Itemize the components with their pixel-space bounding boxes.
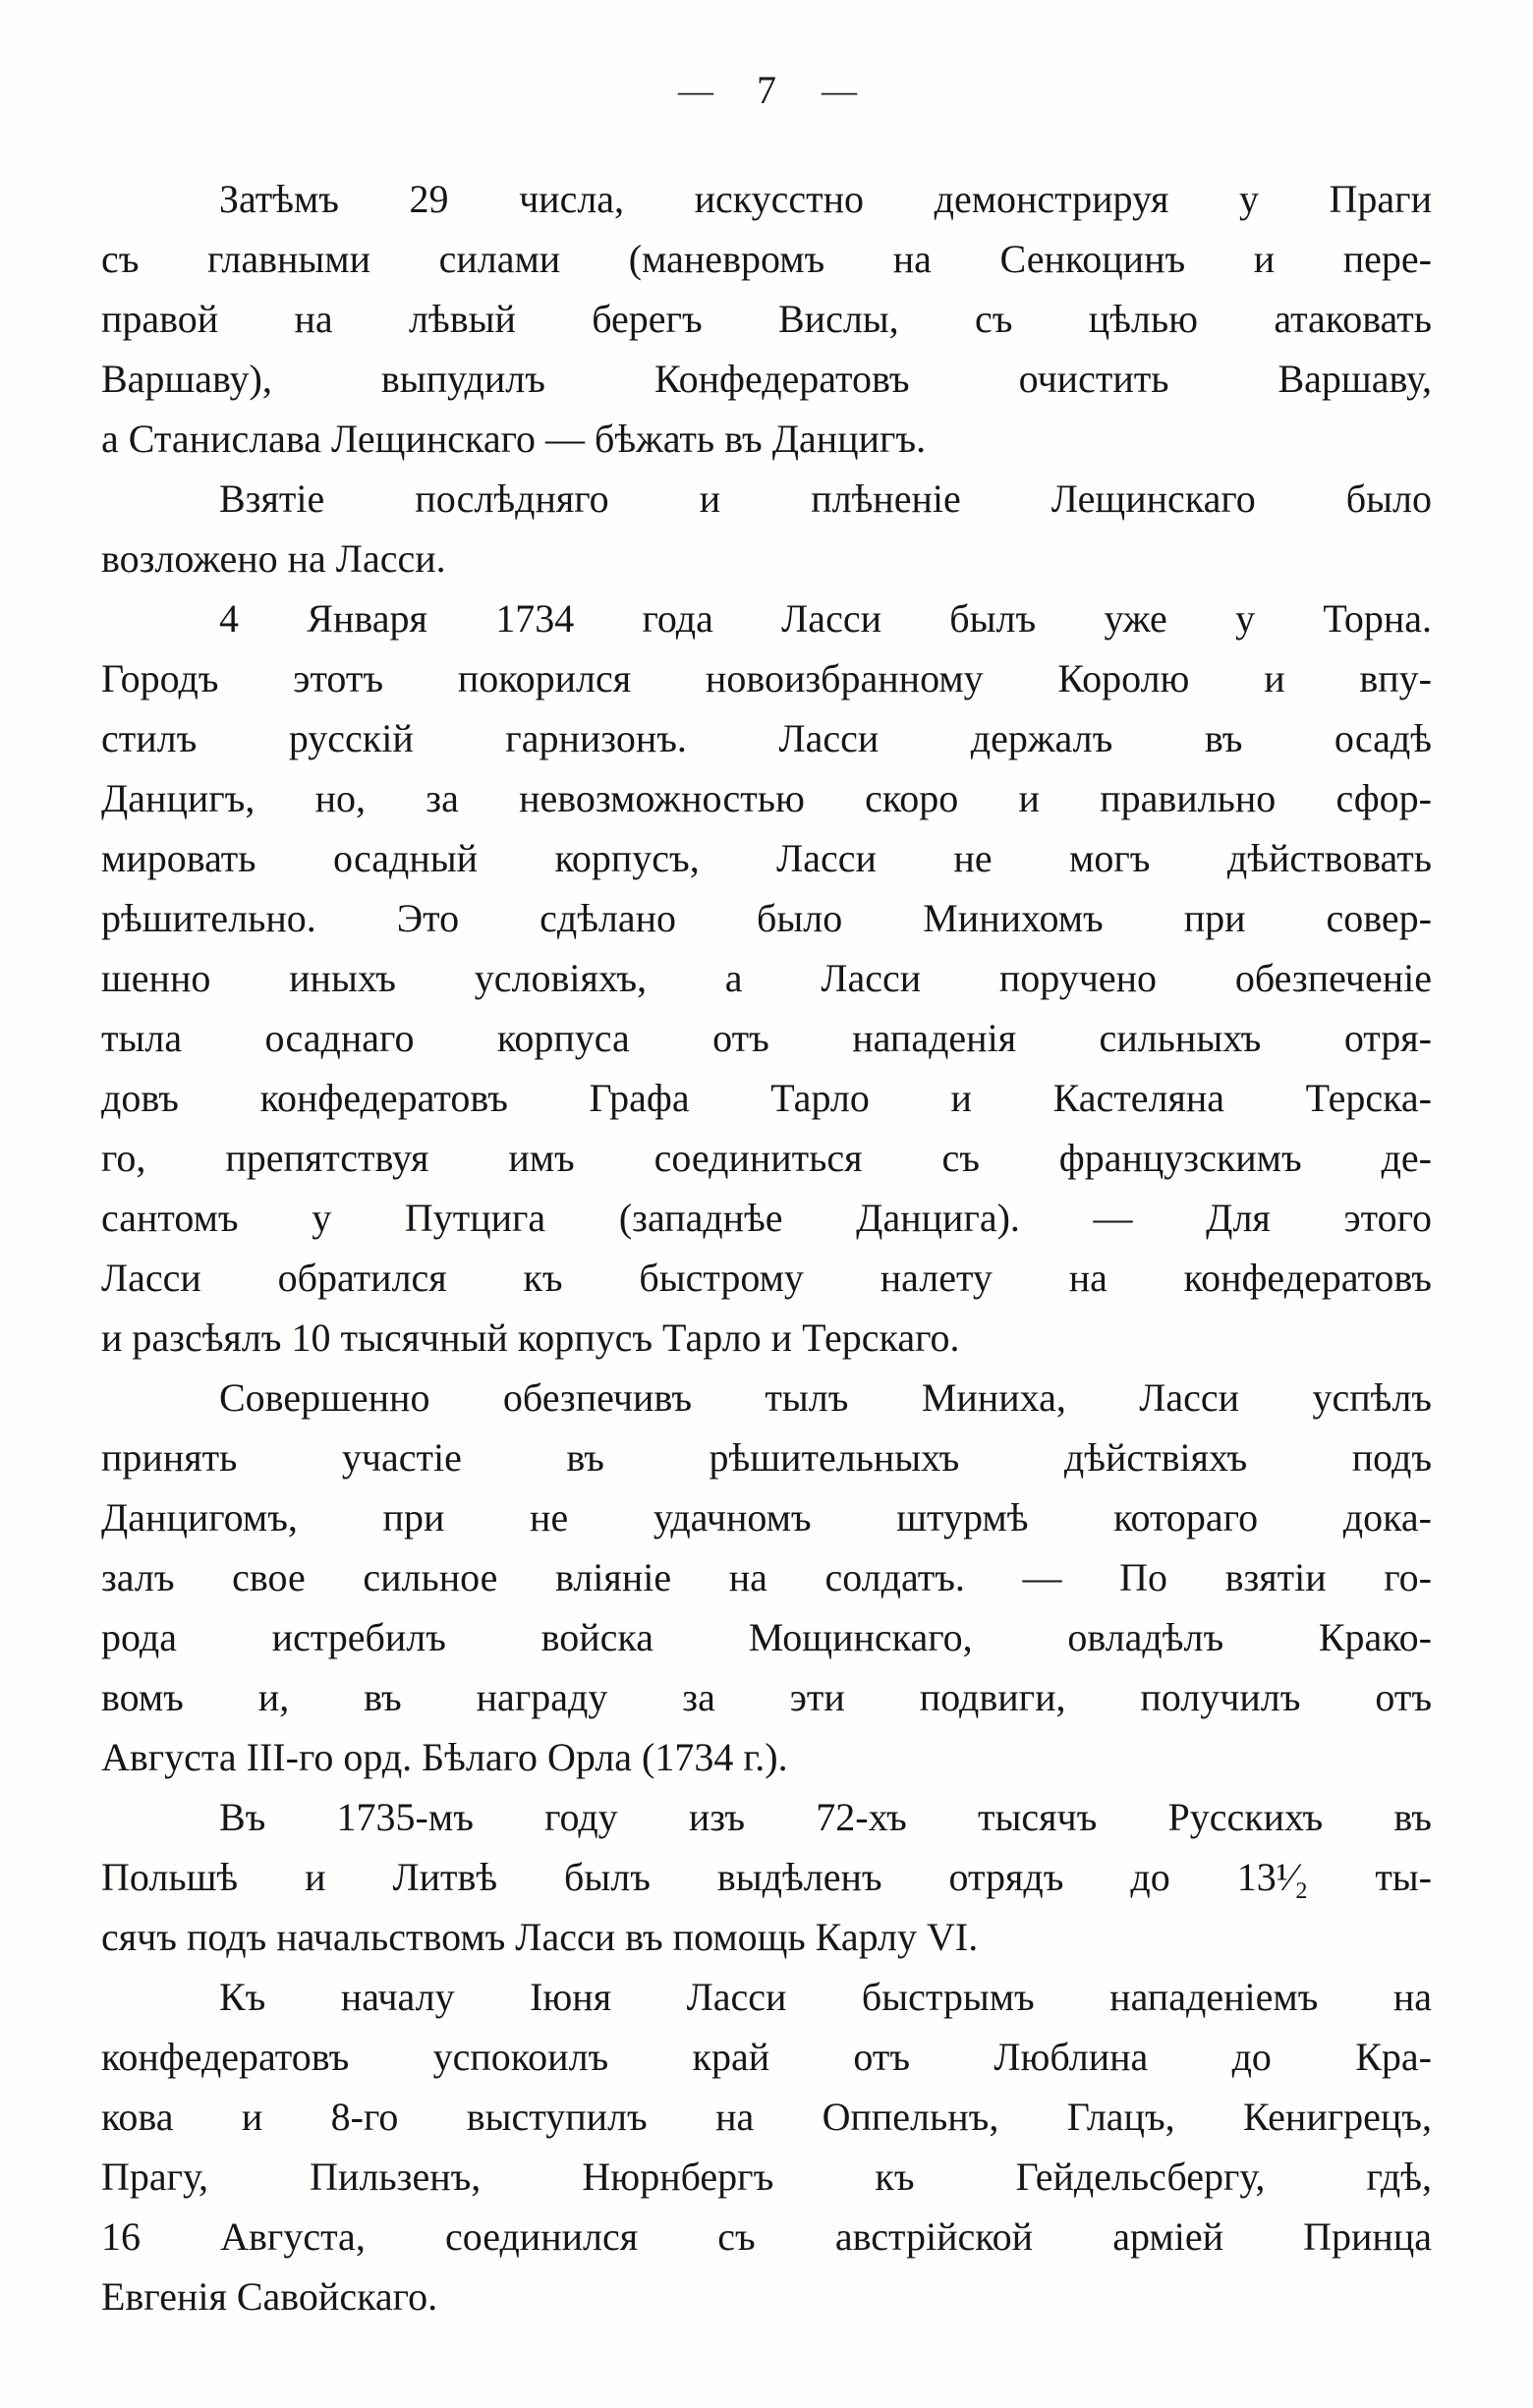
text-line: го, препятствуя имъ соединиться съ французскимъ де- xyxy=(101,1136,1432,1180)
text-line: Городъ этотъ покорился новоизбранному Королю и впу- xyxy=(101,656,1432,700)
text-line: мировать осадный корпусъ, Ласси не могъ дѣйствовать xyxy=(101,836,1432,880)
text-line: довъ конфедератовъ Графа Тарло и Кастеляна Терска- xyxy=(101,1076,1432,1120)
text-line: сячъ подъ начальствомъ Ласси въ помощь Карлу VI. xyxy=(101,1915,979,1959)
text-line: кова и 8-го выступилъ на Оппельнъ, Глацъ, Кенигрецъ, xyxy=(101,2095,1432,2139)
text-line: возложено на Ласси. xyxy=(101,536,446,581)
text-line: Къ началу Іюня Ласси быстрымъ нападеніемъ на xyxy=(219,1975,1432,2019)
text-line: Взятіе послѣдняго и плѣненіе Лещинскаго было xyxy=(219,476,1432,521)
text-line: Варшаву), выпудилъ Конфедератовъ очистить Варшаву, xyxy=(101,357,1432,401)
text-line: Августа III-го орд. Бѣлаго Орла (1734 г.). xyxy=(101,1735,788,1779)
text-line: Прагу, Пильзенъ, Нюрнбергъ къ Гейдельсбергу, гдѣ, xyxy=(101,2155,1432,2199)
text-line: съ главными силами (маневромъ на Сенкоцинъ и пере- xyxy=(101,237,1432,281)
text-line: Совершенно обезпечивъ тылъ Миниха, Ласси успѣлъ xyxy=(219,1375,1432,1420)
text-line: конфедератовъ успокоилъ край отъ Люблина до Кра- xyxy=(101,2035,1432,2079)
text-line: Данцигомъ, при не удачномъ штурмѣ котораго дока- xyxy=(101,1495,1432,1540)
text-line: сантомъ у Путцига (западнѣе Данцига). — Для этого xyxy=(101,1196,1432,1240)
text-line: Польшѣ и Литвѣ былъ выдѣленъ отрядъ до 13¹⁄₂ ты- xyxy=(101,1855,1432,1899)
text-line: вомъ и, въ награду за эти подвиги, получилъ отъ xyxy=(101,1675,1432,1719)
page-number-dash-left: — xyxy=(678,71,711,110)
text-line: Евгенія Савойскаго. xyxy=(101,2274,438,2319)
text-line: стилъ русскій гарнизонъ. Ласси держалъ въ осадѣ xyxy=(101,716,1432,760)
page-header xyxy=(0,0,1533,112)
text-line: шенно иныхъ условіяхъ, а Ласси поручено обезпеченіе xyxy=(101,956,1432,1000)
text-line: Въ 1735-мъ году изъ 72-хъ тысячъ Русскихъ въ xyxy=(219,1795,1432,1839)
text-line: рода истребилъ войска Мощинскаго, овладѣлъ Крако- xyxy=(101,1615,1432,1659)
text-line: правой на лѣвый берегъ Вислы, съ цѣлью атаковать xyxy=(101,297,1432,341)
text-line: Ласси обратился къ быстрому налету на конфедератовъ xyxy=(101,1256,1432,1300)
text-line: 16 Августа, соединился съ австрійской арміей Принца xyxy=(101,2214,1432,2259)
text-line: принять участіе въ рѣшительныхъ дѣйствіяхъ подъ xyxy=(101,1435,1432,1480)
text-line: Данцигъ, но, за невозможностью скоро и правильно сфор- xyxy=(101,776,1432,820)
text-line: и разсѣялъ 10 тысячный корпусъ Тарло и Терскаго. xyxy=(101,1316,960,1360)
page-number-dash-right: — xyxy=(822,71,855,110)
text-line: залъ свое сильное вліяніе на солдатъ. — По взятіи го- xyxy=(101,1555,1432,1599)
page-number: 7 xyxy=(757,68,776,112)
text-line: 4 Января 1734 года Ласси былъ уже у Торна. xyxy=(219,596,1432,641)
text-line: рѣшительно. Это сдѣлано было Минихомъ при совер- xyxy=(101,896,1432,940)
page-text xyxy=(101,169,1432,2326)
text-line: тыла осаднаго корпуса отъ нападенія сильныхъ отря- xyxy=(101,1016,1432,1060)
text-line: а Станислава Лещинскаго — бѣжать въ Данцигъ. xyxy=(101,417,927,461)
text-line: Затѣмъ 29 числа, искусстно демонстрируя у Праги xyxy=(219,177,1432,221)
